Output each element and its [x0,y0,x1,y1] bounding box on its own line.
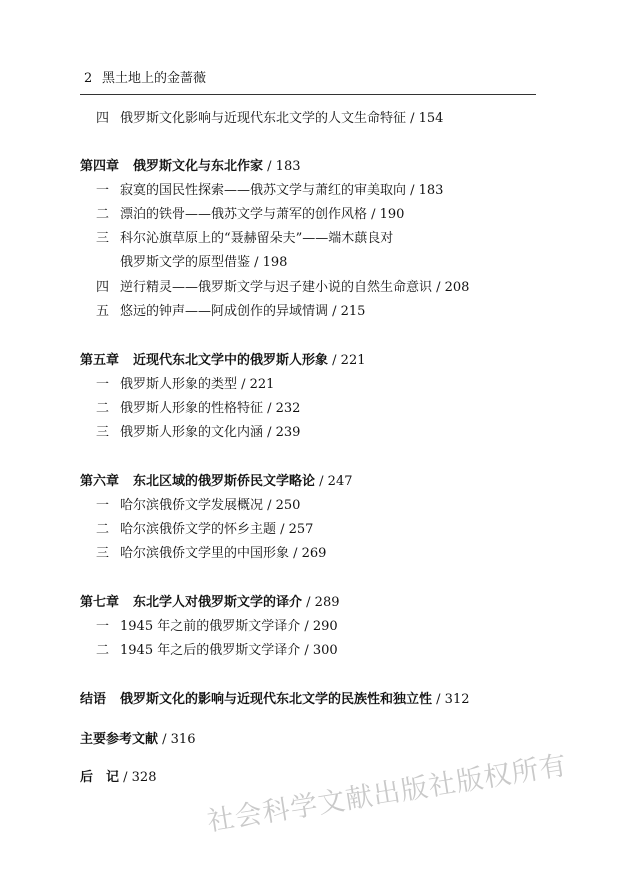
chapter-heading[interactable] [80,352,366,370]
chapter-heading[interactable] [80,731,195,749]
header-rule [80,94,536,95]
chapter-page: / 328 [119,770,157,785]
page-number: 2 [84,71,93,86]
section-title-continued: 俄罗斯文学的原型借鉴 / 198 [120,255,288,270]
chapter-page: / 312 [432,692,470,707]
section-title: 悠远的钟声——阿成创作的异域情调 / 215 [120,304,366,319]
section-number: 三 [96,546,110,561]
chapter-heading[interactable] [80,473,353,491]
section-title: 俄罗斯人形象的类型 / 221 [120,377,275,392]
section-number: 一 [96,377,110,392]
chapter-page: / 289 [302,595,340,610]
section-title: 哈尔滨俄侨文学的怀乡主题 / 257 [120,522,314,537]
chapter-label: 第四章 [80,159,120,174]
section-number: 一 [96,183,110,198]
chapter-label: 第五章 [80,353,120,368]
chapter-label: 第六章 [80,474,120,489]
section-title: 哈尔滨俄侨文学发展概况 / 250 [120,498,301,513]
chapter-title: 东北区域的俄罗斯侨民文学略论 [133,474,316,489]
section-title: 漂泊的铁骨——俄苏文学与萧军的创作风格 / 190 [120,207,405,222]
running-head [84,70,536,92]
section-number: 五 [96,304,110,319]
chapter-title: 东北学人对俄罗斯文学的译介 [133,595,303,610]
chapter-label: 结语 [80,692,107,707]
chapter-page: / 221 [328,353,366,368]
section-title: 科尔沁旗草原上的“聂赫留朵夫”——端木蕻良对 [120,231,394,246]
chapter-page: / 183 [263,159,301,174]
copyright-watermark: 社会科学文献出版社版权所有 [205,749,570,838]
book-title: 黑土地上的金蔷薇 [102,71,207,86]
section-number: 四 [96,280,110,295]
chapter-label: 第七章 [80,595,120,610]
section-title: 寂寞的国民性探索——俄苏文学与萧红的审美取向 / 183 [120,183,444,198]
section-title: 俄罗斯人形象的文化内涵 / 239 [120,425,301,440]
chapter-heading[interactable] [80,691,470,709]
section-number: 二 [96,207,110,222]
chapter-heading[interactable] [80,769,156,787]
chapter-heading[interactable] [80,158,301,176]
section-title: 俄罗斯人形象的性格特征 / 232 [120,401,301,416]
chapter-label: 后 记 [80,770,120,785]
section-title: 1945 年之前的俄罗斯文学译介 / 290 [120,619,338,634]
chapter-heading[interactable] [80,594,340,612]
section-number: 一 [96,498,110,513]
section-title: 哈尔滨俄侨文学里的中国形象 / 269 [120,546,327,561]
section-title: 俄罗斯文化影响与近现代东北文学的人文生命特征 / 154 [120,111,444,126]
section-number: 二 [96,522,110,537]
section-number: 二 [96,401,110,416]
section-number: 三 [96,425,110,440]
chapter-title: 俄罗斯文化与东北作家 [133,159,264,174]
chapter-title: 近现代东北文学中的俄罗斯人形象 [133,353,329,368]
section-number: 四 [96,111,110,126]
chapter-page: / 247 [315,474,353,489]
section-title: 1945 年之后的俄罗斯文学译介 / 300 [120,643,338,658]
section-title: 逆行精灵——俄罗斯文学与迟子建小说的自然生命意识 / 208 [120,280,470,295]
chapter-label: 主要参考文献 [80,732,159,747]
section-number: 二 [96,643,110,658]
chapter-page: / 316 [158,732,196,747]
chapter-title: 俄罗斯文化的影响与近现代东北文学的民族性和独立性 [120,692,433,707]
section-number: 三 [96,231,110,246]
section-number: 一 [96,619,110,634]
